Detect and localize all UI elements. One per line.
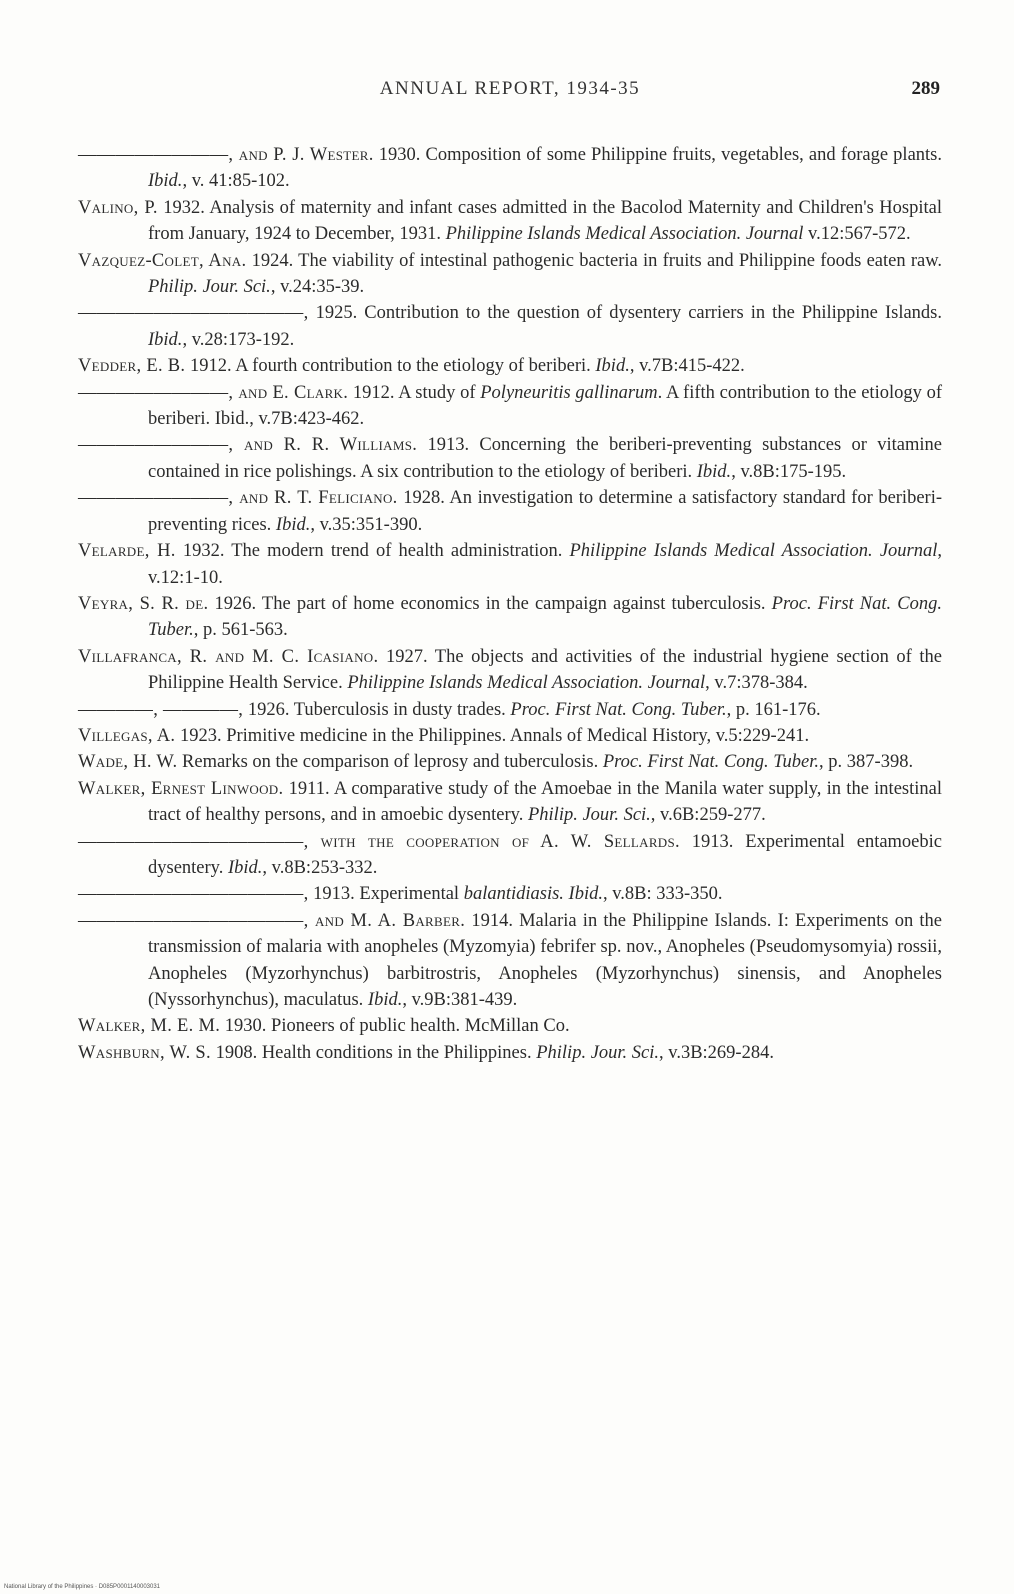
entry-author: ————————, and E. Clark. xyxy=(78,382,349,403)
bibliography-entry xyxy=(78,432,942,485)
entry-journal: Ibid. xyxy=(367,990,403,1010)
bibliography-list xyxy=(78,142,942,1066)
bibliography-entry xyxy=(78,908,942,1014)
entry-text: 1913. Experimental entamoebic dysentery. xyxy=(148,831,942,878)
entry-journal: Proc. First Nat. Cong. Tuber. xyxy=(510,699,727,720)
bibliography-entry xyxy=(78,142,942,195)
bibliography-entry xyxy=(78,776,942,829)
entry-journal: Philip. Jour. Sci. xyxy=(527,805,651,826)
entry-journal: Ibid. xyxy=(275,514,311,535)
entry-author: Villafranca, R. and M. C. Icasiano. xyxy=(78,646,379,667)
entry-journal: Ibid. xyxy=(696,461,732,482)
entry-author: Walker, Ernest Linwood. xyxy=(78,778,284,799)
entry-text: 1932. Analysis of maternity and infant cases admitted in the Bacolod Maternity and Children's Hospital from January, 1924 to December, 1931. xyxy=(148,197,942,245)
bibliography-entry xyxy=(78,829,942,882)
entry-citation: , v.28:173-192. xyxy=(182,329,295,350)
entry-text: 1911. A comparative study of the Amoebae in the Manila water supply, in the intestinal tract of healthy persons, and in amoebic dysentery. xyxy=(148,778,942,826)
bibliography-entry xyxy=(78,591,942,644)
entry-text: 1927. The objects and activities of the industrial hygiene section of the Philippine Health Service. xyxy=(148,646,942,694)
entry-text: 1932. The modern trend of health administration. xyxy=(175,541,570,562)
entry-citation: , v.7:378-384. xyxy=(705,673,808,694)
entry-journal: Philip. Jour. Sci. xyxy=(536,1042,660,1063)
entry-author: Veyra, S. R. de. xyxy=(78,593,209,614)
entry-text: 1926. Tuberculosis in dusty trades. xyxy=(243,699,511,720)
entry-author: ————, ————, xyxy=(78,699,244,720)
entry-citation: , v.8B: 333-350. xyxy=(602,884,723,905)
bibliography-entry xyxy=(78,723,942,749)
entry-author: Walker, M. E. M. xyxy=(78,1016,221,1037)
entry-text: 1914. Malaria in the Philippine Islands. I: Experiments on the transmission of malaria with anopheles (Myzomyia) febrifer sp. nov., Anopheles (Pseudomysomyia) rossii, Anopheles (Myzorhynchus) barbitrostris, Anopheles (Myzorhynchus) sinensis, and Anopheles (Nyssorhynchus), maculatus. xyxy=(148,910,943,1010)
page-header xyxy=(80,78,940,108)
bibliography-entry xyxy=(78,195,942,248)
entry-text: 1926. The part of home economics in the campaign against tuberculosis. xyxy=(208,593,772,614)
bibliography-entry xyxy=(78,644,942,697)
entry-citation: , p. 161-176. xyxy=(726,699,821,720)
entry-text: 1930. Composition of some Philippine fruits, vegetables, and forage plants. xyxy=(373,145,942,165)
entry-text: Remarks on the comparison of leprosy and tuberculosis. xyxy=(177,752,603,773)
entry-journal: Proc. First Nat. Cong. Tuber. xyxy=(602,752,820,773)
entry-citation: , v.24:35-39. xyxy=(270,277,365,298)
entry-citation: , v. 41:85-102. xyxy=(182,171,290,192)
entry-text: 1908. Health conditions in the Philippines. xyxy=(210,1042,537,1063)
entry-journal: Proc. First Nat. Cong. Tuber. xyxy=(148,593,942,641)
entry-text: 1923. Primitive medicine in the Philippines. Annals of Medical History, v.5:229-241. xyxy=(175,725,810,746)
bibliography-entry xyxy=(78,248,942,301)
entry-author: Valino, P. xyxy=(78,197,158,218)
entry-author: ————————, and R. T. Feliciano. xyxy=(78,488,398,509)
bibliography-entry xyxy=(78,380,942,433)
entry-citation: , v.6B:259-277. xyxy=(650,805,766,826)
entry-text: 1913. Experimental xyxy=(308,884,464,905)
entry-author: ————————, and P. J. Wester. xyxy=(78,145,374,165)
entry-citation: , v.8B:175-195. xyxy=(731,461,847,482)
bibliography-entry xyxy=(78,1013,942,1039)
entry-author: ————————————, with the cooperation of A. W. Sellards. xyxy=(78,831,680,852)
entry-journal: Philippine Islands Medical Association. Journal xyxy=(569,541,938,562)
bibliography-entry xyxy=(78,300,942,353)
running-head: ANNUAL REPORT, 1934-35 xyxy=(379,78,641,99)
bibliography-entry xyxy=(78,697,942,723)
entry-author: Vedder, E. B. xyxy=(78,356,186,377)
bibliography-entry xyxy=(78,485,942,538)
entry-text: 1913. Concerning the beriberi-preventing substances or vitamine contained in rice polishings. A six contribution to the etiology of beriberi. xyxy=(148,435,942,482)
bibliography-entry xyxy=(78,538,942,591)
entry-text: 1930. Pioneers of public health. McMillan Co. xyxy=(220,1016,570,1037)
entry-author: Villegas, A. xyxy=(78,725,176,746)
entry-journal: Philippine Islands Medical Association. Journal xyxy=(347,673,706,694)
entry-journal: Ibid. xyxy=(595,356,630,377)
bibliography-entry xyxy=(78,749,942,775)
entry-text: 1912. A study of xyxy=(348,382,481,403)
entry-author: Washburn, W. S. xyxy=(78,1042,211,1063)
entry-citation: , p. 561-563. xyxy=(193,620,288,641)
bibliography-entry xyxy=(78,1040,942,1066)
page-number: 289 xyxy=(911,78,940,99)
entry-text: 1925. Contribution to the question of dysentery carriers in the Philippine Islands. xyxy=(308,303,942,324)
entry-citation: , p. 387-398. xyxy=(819,752,914,773)
entry-citation: , v.35:351-390. xyxy=(310,514,423,535)
entry-author: Wade, H. W. xyxy=(78,752,178,773)
entry-citation: , v.8B:253-332. xyxy=(262,857,378,878)
bibliography-entry xyxy=(78,353,942,379)
entry-journal: Ibid. xyxy=(148,329,183,350)
entry-journal: Philippine Islands Medical Association. Journal xyxy=(445,224,804,245)
entry-citation: , v.9B:381-439. xyxy=(402,990,518,1010)
entry-citation: . A fifth contribution to the etiology of beriberi. Ibid., v.7B:423-462. xyxy=(148,382,942,430)
footer-watermark: National Library of the Philippines · D085P0001140003031 xyxy=(4,1584,160,1590)
entry-citation: , v.3B:269-284. xyxy=(659,1042,774,1063)
entry-author: ————————————, and M. A. Barber. xyxy=(78,910,466,931)
entry-journal: Ibid. xyxy=(227,857,263,878)
entry-author: Velarde, H. xyxy=(78,541,176,562)
entry-author: ————————————, xyxy=(78,303,309,324)
entry-journal: Polyneuritis gallinarum xyxy=(480,382,658,403)
entry-journal: balantidiasis. Ibid. xyxy=(463,884,603,905)
entry-text: 1912. A fourth contribution to the etiology of beriberi. xyxy=(185,356,596,377)
entry-journal: Philip. Jour. Sci. xyxy=(148,277,271,298)
entry-citation: v.12:567-572. xyxy=(803,224,911,245)
entry-citation: , v.7B:415-422. xyxy=(629,356,745,377)
entry-journal: Ibid. xyxy=(148,171,183,192)
entry-author: ————————, and R. R. Williams. xyxy=(78,435,418,456)
entry-author: ————————————, xyxy=(78,884,309,905)
bibliography-entry xyxy=(78,881,942,907)
entry-author: Vazquez-Colet, Ana. xyxy=(78,250,247,271)
entry-citation: , v.12:1-10. xyxy=(148,541,942,588)
entry-text: 1928. An investigation to determine a satisfactory standard for beriberi-preventing rices. xyxy=(148,488,942,535)
entry-text: 1924. The viability of intestinal pathogenic bacteria in fruits and Philippine foods eaten raw. xyxy=(246,250,942,271)
